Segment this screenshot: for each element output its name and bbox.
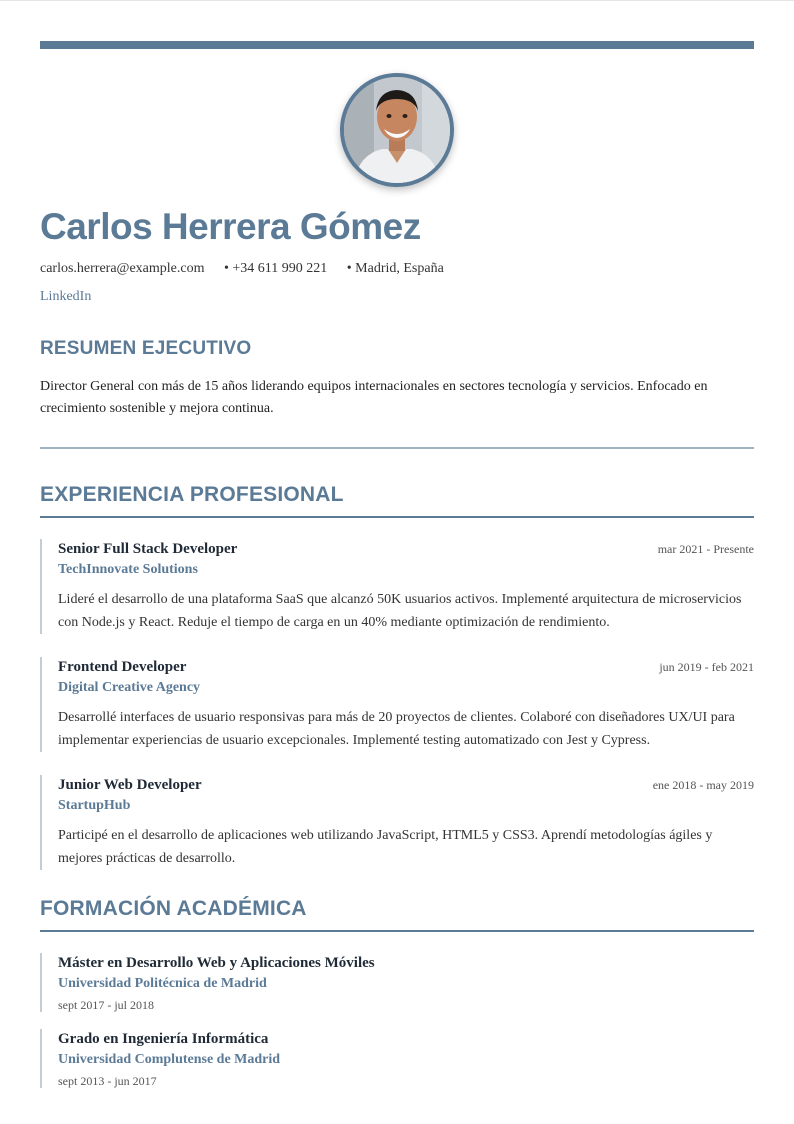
- degree-title: Grado en Ingeniería Informática: [58, 1031, 269, 1047]
- summary-section-title: RESUMEN EJECUTIVO: [40, 338, 252, 359]
- company-name: TechInnovate Solutions: [58, 562, 198, 577]
- company-name: Digital Creative Agency: [58, 680, 201, 695]
- resume-page: [40, 41, 754, 1088]
- education-dates: sept 2013 - jun 2017: [58, 1074, 157, 1088]
- job-title: Senior Full Stack Developer: [58, 541, 238, 557]
- job-dates: mar 2021 - Presente: [657, 542, 754, 556]
- company-name: StartupHub: [58, 798, 131, 813]
- profile-photo: [340, 73, 454, 187]
- experience-entry: [40, 657, 754, 752]
- profile-photo-illustration: [344, 77, 450, 183]
- experience-title-rule: [40, 516, 754, 518]
- summary-text: Director General con más de 15 años liderando equipos internacionales en sectores tecnología y servicios. Enfocado en crecimiento sostenible y mejora continua.: [40, 379, 708, 416]
- education-title-rule: [40, 930, 754, 932]
- email-text[interactable]: carlos.herrera@example.com: [40, 261, 205, 276]
- experience-section-title: EXPERIENCIA PROFESIONAL: [40, 483, 344, 506]
- school-name: Universidad Complutense de Madrid: [58, 1052, 281, 1067]
- education-entry: [40, 953, 754, 1012]
- education-dates: sept 2017 - jul 2018: [58, 998, 154, 1012]
- degree-title: Máster en Desarrollo Web y Aplicaciones Móviles: [58, 955, 375, 971]
- profile-photo-wrapper: [40, 73, 754, 187]
- job-dates: ene 2018 - may 2019: [652, 778, 754, 792]
- job-title: Frontend Developer: [58, 659, 187, 675]
- section-divider: [40, 447, 754, 449]
- education-entry: [40, 1029, 754, 1088]
- job-title: Junior Web Developer: [58, 777, 202, 793]
- phone-text[interactable]: • +34 611 990 221: [223, 261, 328, 276]
- school-name: Universidad Politécnica de Madrid: [58, 976, 267, 991]
- header-accent-bar: [40, 41, 754, 49]
- linkedin-link[interactable]: LinkedIn: [40, 289, 92, 304]
- education-section-title: FORMACIÓN ACADÉMICA: [40, 897, 307, 920]
- experience-entry: [40, 775, 754, 870]
- top-border-line: [0, 0, 794, 1]
- experience-entry: [40, 539, 754, 634]
- location-text: • Madrid, España: [346, 261, 444, 276]
- job-dates: jun 2019 - feb 2021: [659, 660, 754, 674]
- job-description: Lideré el desarrollo de una plataforma SaaS que alcanzó 50K usuarios activos. Implementé arquitectura de microservicios con Node.js y React. Reduje el tiempo de carga en un 40% mediante optimización de rendimiento.: [58, 592, 742, 630]
- job-description: Desarrollé interfaces de usuario responsivas para más de 20 proyectos de clientes. Colaboré con diseñadores UX/UI para implementar experiencias de usuario excepcionales. Implementé testing automatizado con Jest y Cypress.: [58, 710, 735, 748]
- candidate-name: Carlos Herrera Gómez: [40, 206, 421, 247]
- job-description: Participé en el desarrollo de aplicaciones web utilizando JavaScript, HTML5 y CSS3. Aprendí metodologías ágiles y mejores prácticas de desarrollo.: [58, 828, 713, 866]
- contact-info: [40, 261, 754, 277]
